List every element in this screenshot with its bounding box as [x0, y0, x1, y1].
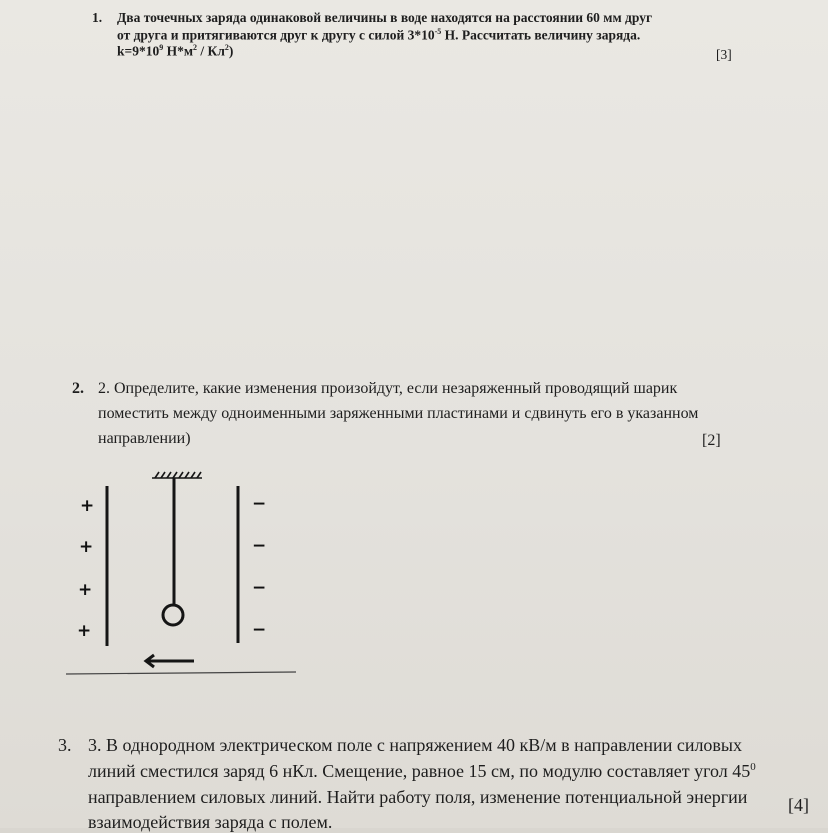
question-2-points: [2] [702, 432, 721, 449]
question-3-number: 3. [58, 735, 72, 755]
question-1-number: 1. [92, 10, 103, 25]
question-3-points: [4] [788, 795, 809, 815]
question-3-line-1: 3. В однородном электрическом поле с напряжением 40 кВ/м в направлении силовых [88, 735, 743, 755]
question-1-constant: $k=9*10^9$ $Н*м^2 / Кл^2$) [117, 43, 234, 59]
minus-sign-3: − [252, 578, 267, 598]
question-1-points: [3] [716, 47, 732, 62]
minus-sign-4: − [252, 620, 267, 640]
question-2-number: 2. [72, 380, 84, 397]
question-1-line-1: Два точечных заряда одинаковой величины в воде находятся на расстоянии 60 мм друг [117, 10, 653, 25]
plus-sign-2: + [79, 537, 94, 557]
question-3-line-4: взаимодействия заряда с полем. [88, 812, 333, 832]
question-2-line-3: направлении) [98, 430, 191, 447]
minus-sign-1: − [252, 494, 267, 514]
pendulum-between-plates-diagram [60, 468, 310, 683]
plus-sign-1: + [80, 496, 95, 516]
question-2-line-2: поместить между одноименными заряженными пластинами и сдвинуть его в указанном [98, 405, 699, 422]
ceiling-mount [152, 472, 202, 478]
question-1-line-2: от друга и притягиваются друг к другу с силой $3*10^{-5}$ Н. Рассчитать величину заряда. [117, 27, 641, 43]
question-2-line-1: 2. Определите, какие изменения произойдут, если незаряженный проводящий шарик [98, 380, 678, 397]
plus-sign-4: + [77, 621, 92, 641]
baseline [66, 672, 296, 674]
direction-arrow [146, 655, 194, 667]
question-2-figure [60, 468, 310, 683]
question-3-line-3: направлением силовых линий. Найти работу поля, изменение потенциальной энергии [88, 787, 748, 807]
question-3-line-2: линий сместился заряд 6 нКл. Смещение, равное 15 см, по модулю составляет угол $45^0$ [88, 761, 756, 781]
pendulum-ball [163, 605, 183, 625]
minus-sign-2: − [252, 536, 267, 556]
plus-sign-3: + [78, 580, 93, 600]
